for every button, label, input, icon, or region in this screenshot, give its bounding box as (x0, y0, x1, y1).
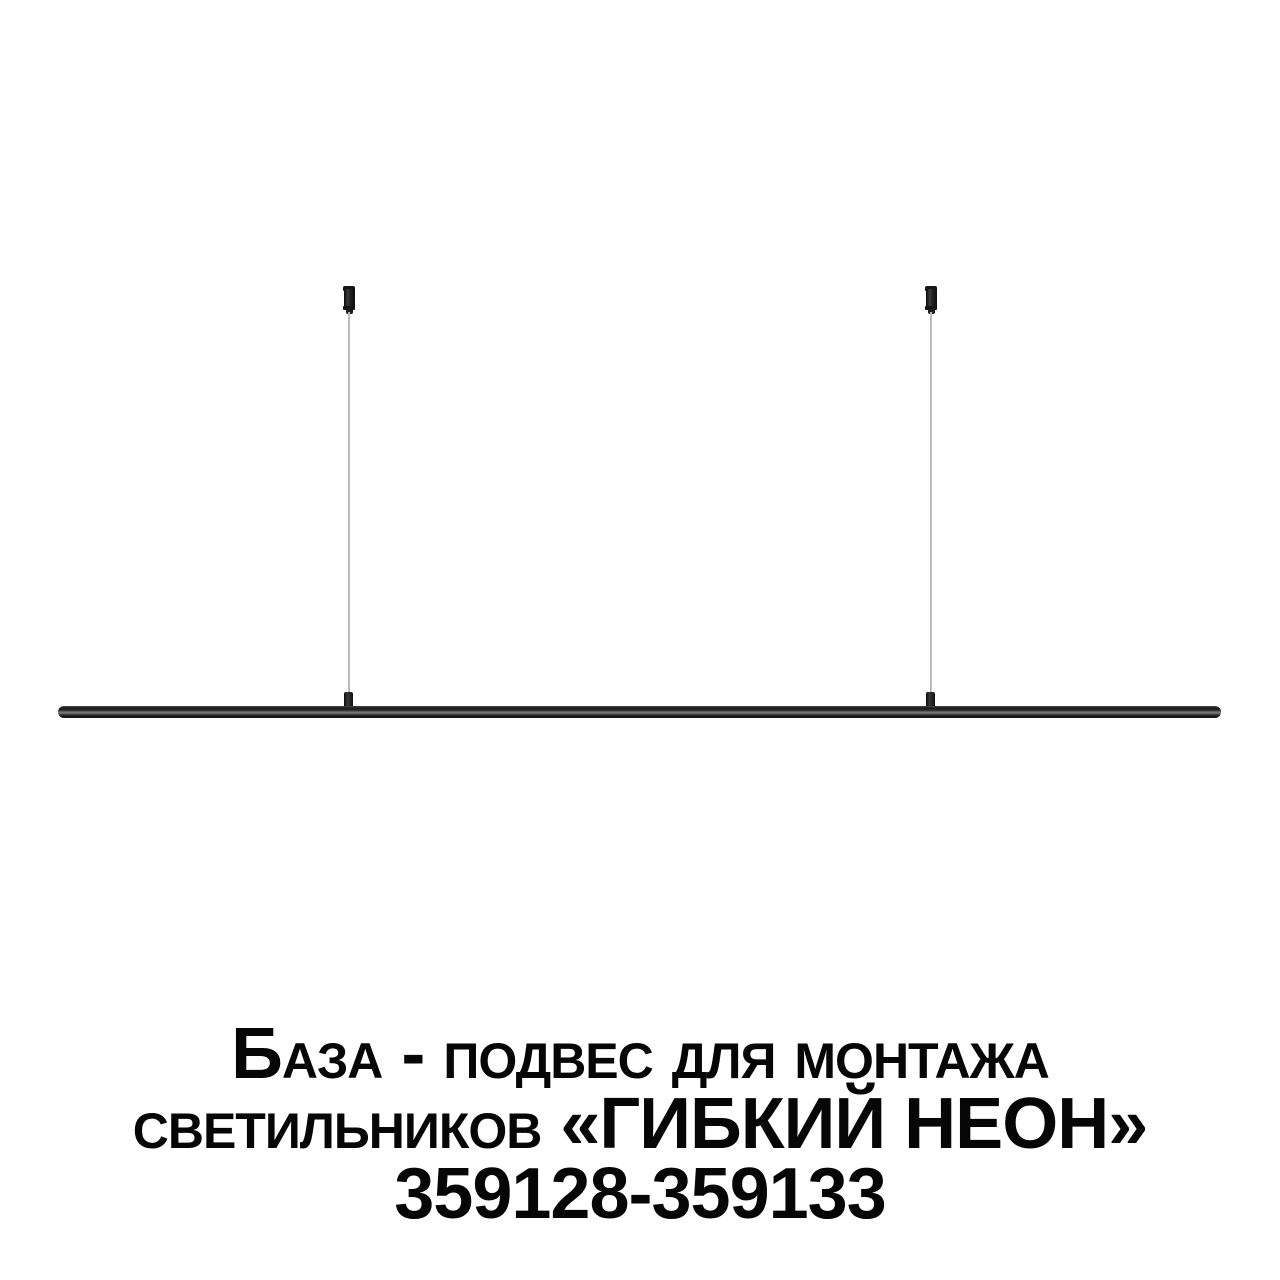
pendant-bar (58, 706, 1221, 718)
cable-grip-right (926, 692, 935, 707)
caption-article-numbers: 359128-359133 (394, 1154, 886, 1234)
product-caption (0, 1014, 1280, 1234)
suspension-cable-left (348, 312, 350, 694)
caption-line-1: База - подвес для монтажа (231, 1014, 1049, 1094)
caption-line-2: светильников «ГИБКИЙ НЕОН» (132, 1084, 1148, 1164)
cable-grip-left (344, 692, 353, 707)
suspension-cable-right (930, 312, 932, 694)
